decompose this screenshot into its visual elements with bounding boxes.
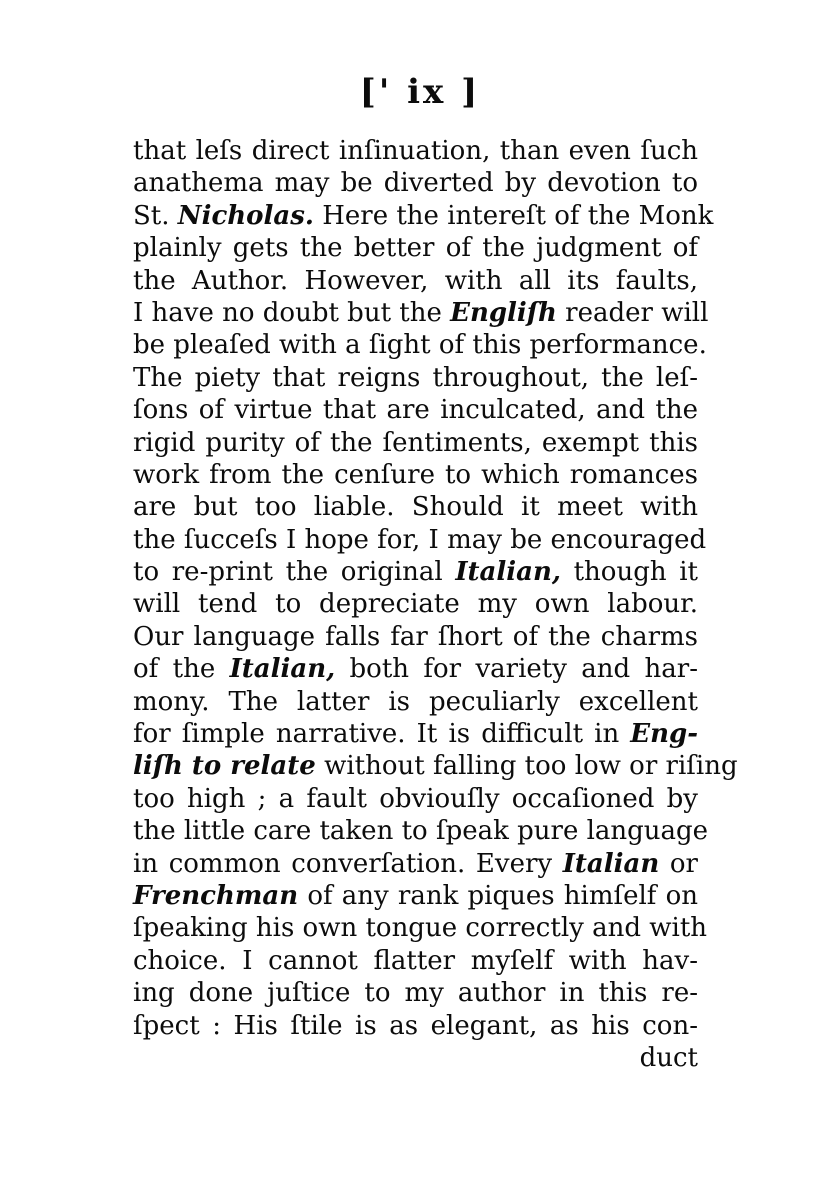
text-run: for ſimple narrative. It is difficult in [133,719,631,750]
text-run: ſpect : His ſtile is as elegant, as his con- [133,1010,698,1041]
text-line [133,524,707,556]
text-line [133,1010,698,1042]
text-line [133,491,698,523]
italic-text-run: Italian, [229,654,336,685]
text-run: that leſs direct inſinuation, than even ſuch [133,136,698,166]
text-line [133,265,698,297]
text-run: without falling too low or riſing [315,751,738,782]
text-run: mony. The latter is peculiarly excellent [133,686,698,717]
text-run: too high ; a fault obviouſly occaſioned by [133,783,698,814]
text-run: work from the cenſure to which romances [133,459,698,490]
text-run: Our language falls far ſhort of the charms [133,621,698,652]
text-line [133,912,708,944]
text-run: The piety that reigns throughout, the leſ- [133,362,698,393]
text-line [133,653,698,685]
text-line [133,977,698,1009]
text-line [133,329,707,361]
text-line [133,815,709,847]
text-line [133,750,738,782]
text-line [133,297,709,329]
page-number-header: [' ix ] [359,72,481,112]
text-line [133,167,698,199]
text-line [133,556,698,588]
text-run: St. [133,200,178,231]
italic-text-run: Italian, [455,557,561,588]
text-line [133,459,698,491]
text-run: in common converſation. Every [133,848,563,879]
text-run: I have no doubt but the [133,297,451,328]
text-line [133,394,698,426]
text-run: are but too liable. Should it meet with [133,492,698,523]
text-run: rigid purity of the ſentiments, exempt this [133,427,698,458]
italic-text-run: Nicholas. [177,200,314,231]
italic-text-run: Frenchman [133,880,299,911]
text-line [133,686,698,718]
text-run: of the [133,654,230,685]
italic-text-run: Engliſh [450,297,557,328]
text-run: ſons of virtue that are inculcated, and the [133,395,698,426]
text-line [133,880,698,912]
body-text [133,135,738,1074]
text-run: plainly gets the better of the judgment of [133,233,698,264]
text-run: the little care taken to ſpeak pure language [133,816,709,847]
text-line [133,588,698,620]
italic-text-run: Eng- [630,719,698,750]
text-run: the Author. However, with all its faults, [133,265,698,296]
text-line [133,718,698,750]
text-run: choice. I cannot flatter myſelf with hav- [133,945,698,976]
text-run: ing done juſtice to my author in this re- [133,978,698,1009]
italic-text-run: liſh to relate [133,751,316,782]
text-run: or [659,848,698,879]
text-run: of any rank piques himſelf on [298,880,698,911]
text-run: be pleaſed with a ſight of this performance. [133,330,707,361]
italic-text-run: Italian [562,848,660,879]
text-line [133,362,698,394]
text-line [133,232,698,264]
text-run: to re-print the original [133,557,456,588]
text-run: both for variety and har- [335,654,698,685]
text-line [133,621,698,653]
text-run: ſpeaking his own tongue correctly and with [133,913,708,944]
text-run: though it [560,557,698,588]
text-run: will tend to depreciate my own labour. [133,589,698,620]
text-line [133,945,698,977]
text-line [133,135,698,167]
catchword: duct [639,1042,698,1073]
text-line [133,783,698,815]
text-run: Here the intereſt of the Monk [313,200,714,231]
text-run: reader will [556,297,709,328]
text-run: anathema may be diverted by devotion to [133,168,698,199]
text-line [133,200,714,232]
text-line [133,427,698,459]
text-line [133,848,698,880]
text-run: the ſucceſs I hope for, I may be encouraged [133,524,707,555]
